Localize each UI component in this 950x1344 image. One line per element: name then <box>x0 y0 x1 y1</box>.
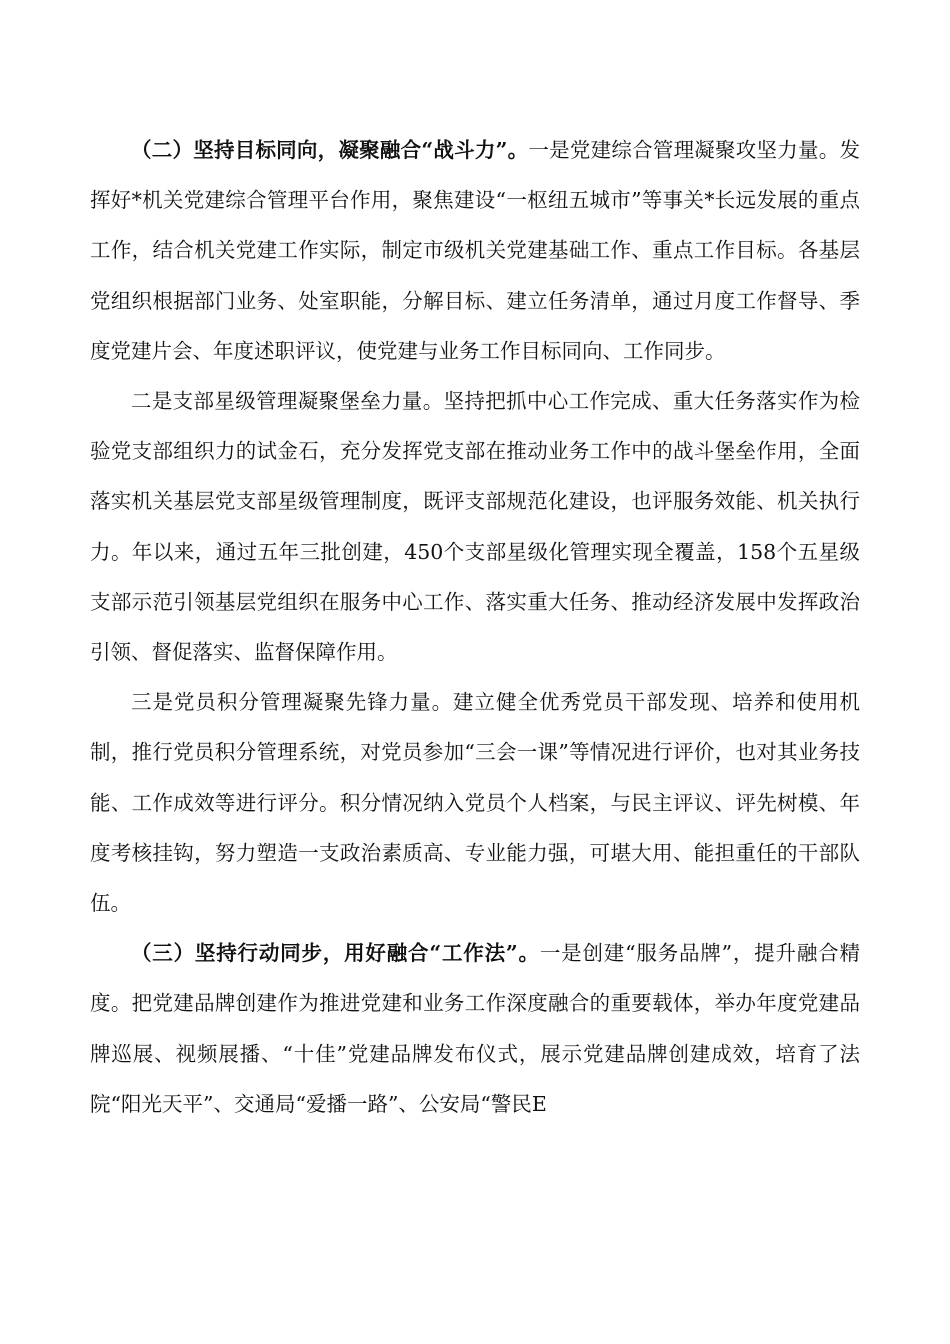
paragraph-branch-star-management <box>90 376 860 677</box>
paragraph-objective-alignment <box>90 125 860 376</box>
section-heading-3: （三）坚持行动同步，用好融合“工作法”。 <box>131 941 540 966</box>
paragraph-body: 一是创建“服务品牌”，提升融合精度。把党建品牌创建作为推进党建和业务工作深度融合的重要载体，举办年度党建品牌巡展、视频展播、“十佳”党建品牌发布仪式，展示党建品牌创建成效，培育了法院“阳光天平”、交通局“爱播一路”、公安局“警民E <box>90 941 860 1116</box>
paragraph-body: 三是党员积分管理凝聚先锋力量。建立健全优秀党员干部发现、培养和使用机制，推行党员积分管理系统，对党员参加“三会一课”等情况进行评价，也对其业务技能、工作成效等进行评分。积分情况纳入党员个人档案，与民主评议、评先树模、年度考核挂钩，努力塑造一支政治素质高、专业能力强，可堪大用、能担重任的干部队伍。 <box>90 690 860 916</box>
document-page <box>90 125 860 1129</box>
paragraph-body: 二是支部星级管理凝聚堡垒力量。坚持把抓中心工作完成、重大任务落实作为检验党支部组织力的试金石，充分发挥党支部在推动业务工作中的战斗堡垒作用，全面落实机关基层党支部星级管理制度，既评支部规范化建设，也评服务效能、机关执行力。年以来，通过五年三批创建，450个支部星级化管理实现全覆盖，158个五星级支部示范引领基层党组织在服务中心工作、落实重大任务、推动经济发展中发挥政治引领、督促落实、监督保障作用。 <box>90 389 860 665</box>
paragraph-member-points-management <box>90 677 860 928</box>
paragraph-action-sync <box>90 928 860 1129</box>
section-heading-2: （二）坚持目标同向，凝聚融合“战斗力”。 <box>131 138 529 162</box>
paragraph-body: 一是党建综合管理凝聚攻坚力量。发挥好*机关党建综合管理平台作用，聚焦建设“一枢纽五城市”等事关*长远发展的重点工作，结合机关党建工作实际，制定市级机关党建基础工作、重点工作目标。各基层党组织根据部门业务、处室职能，分解目标、建立任务清单，通过月度工作督导、季度党建片会、年度述职评议，使党建与业务工作目标同向、工作同步。 <box>90 138 860 363</box>
